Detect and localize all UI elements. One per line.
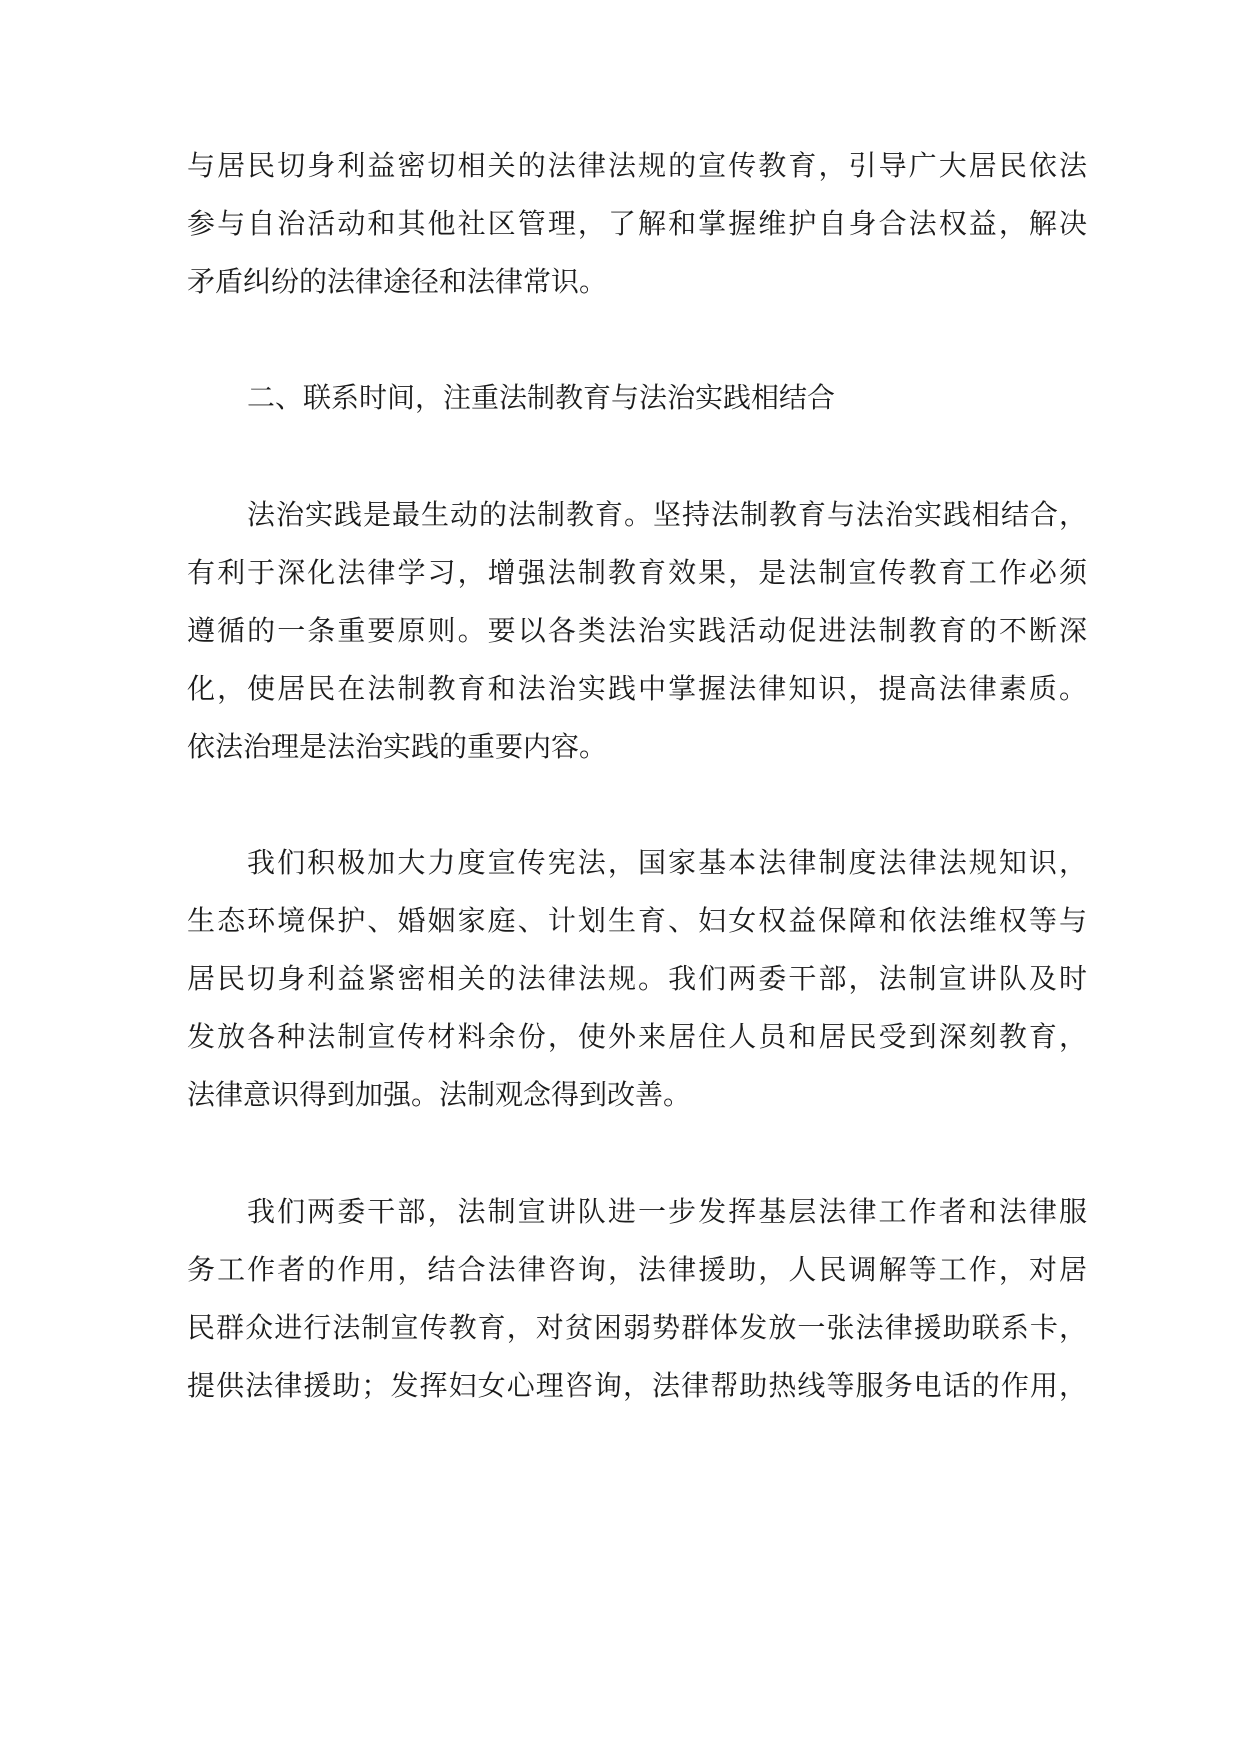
paragraph-1-line-1: 与居民切身利益密切相关的法律法规的宣传教育，引导广大居民依法 — [187, 149, 1087, 182]
paragraph-3-line-2: 生态环境保护、婚姻家庭、计划生育、妇女权益保障和依法维权等与 — [187, 904, 1087, 937]
paragraph-1-line-2: 参与自治活动和其他社区管理，了解和掌握维护自身合法权益，解决 — [187, 207, 1087, 240]
paragraph-1-line-3: 矛盾纠纷的法律途径和法律常识。 — [187, 265, 608, 298]
paragraph-4-line-3: 民群众进行法制宣传教育，对贫困弱势群体发放一张法律援助联系卡， — [187, 1311, 1087, 1344]
paragraph-3-line-5: 法律意识得到加强。法制观念得到改善。 — [187, 1078, 692, 1111]
paragraph-2-line-3: 遵循的一条重要原则。要以各类法治实践活动促进法制教育的不断深 — [187, 614, 1087, 647]
section-heading: 二、联系时间，注重法制教育与法治实践相结合 — [247, 381, 836, 414]
paragraph-4-line-1: 我们两委干部，法制宣讲队进一步发挥基层法律工作者和法律服 — [247, 1195, 1087, 1228]
paragraph-4-line-4: 提供法律援助；发挥妇女心理咨询，法律帮助热线等服务电话的作用， — [187, 1369, 1087, 1402]
paragraph-4-line-2: 务工作者的作用，结合法律咨询，法律援助，人民调解等工作，对居 — [187, 1253, 1087, 1286]
paragraph-2-line-2: 有利于深化法律学习，增强法制教育效果，是法制宣传教育工作必须 — [187, 556, 1087, 589]
paragraph-2-line-5: 依法治理是法治实践的重要内容。 — [187, 730, 608, 763]
paragraph-2-line-1: 法治实践是最生动的法制教育。坚持法制教育与法治实践相结合， — [247, 498, 1087, 531]
paragraph-2-line-4: 化，使居民在法制教育和法治实践中掌握法律知识，提高法律素质。 — [187, 672, 1087, 705]
paragraph-3-line-1: 我们积极加大力度宣传宪法，国家基本法律制度法律法规知识， — [247, 846, 1087, 879]
paragraph-3-line-3: 居民切身利益紧密相关的法律法规。我们两委干部，法制宣讲队及时 — [187, 962, 1087, 995]
paragraph-3-line-4: 发放各种法制宣传材料余份，使外来居住人员和居民受到深刻教育， — [187, 1020, 1087, 1053]
